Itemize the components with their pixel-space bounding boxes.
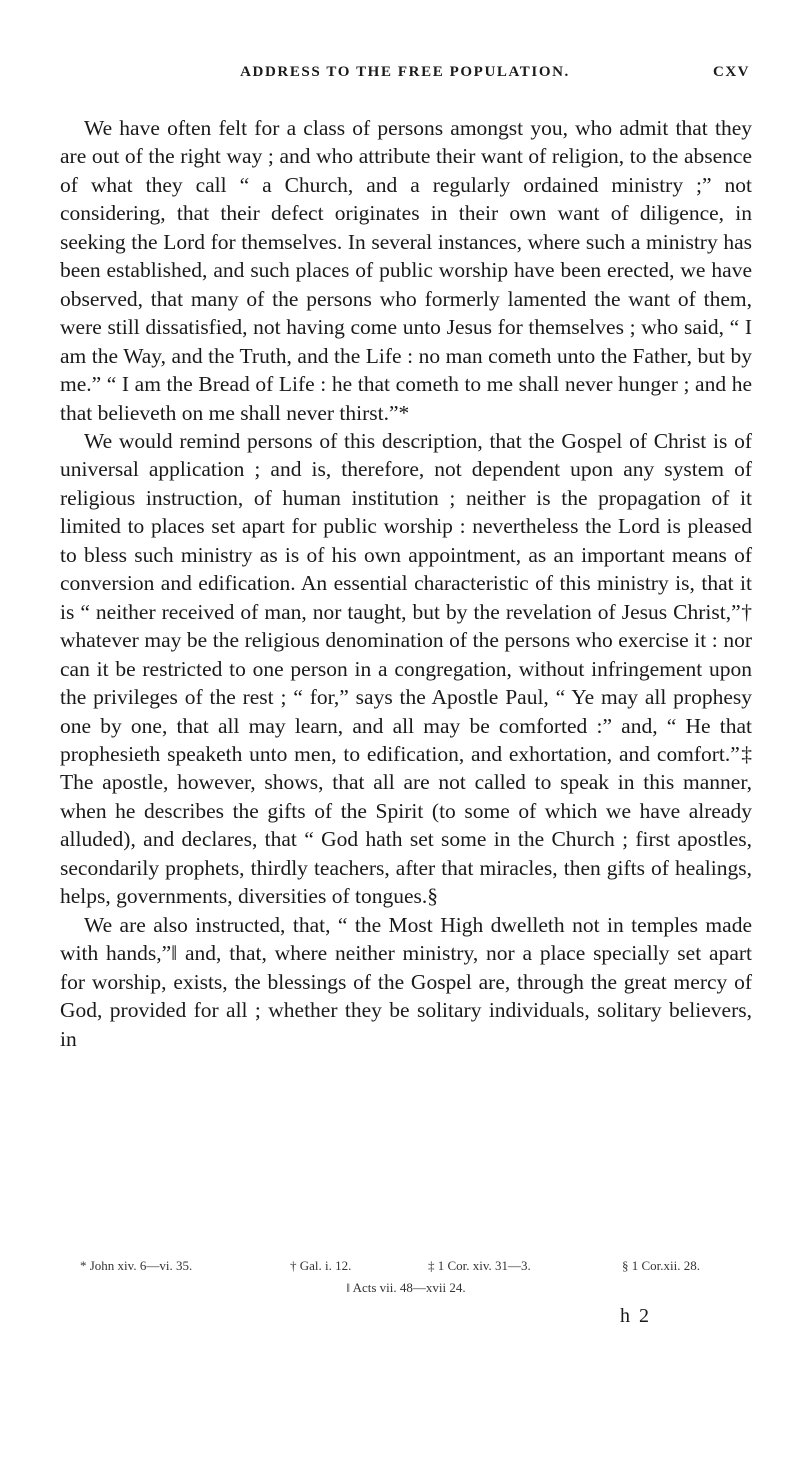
footnote-2: † Gal. i. 12.	[290, 1258, 352, 1273]
page-header	[60, 64, 750, 86]
body-text	[60, 114, 752, 1053]
footnote-3: ‡ 1 Cor. xiv. 31—3.	[428, 1258, 531, 1273]
footnote-1: * John xiv. 6—vi. 35.	[80, 1258, 193, 1273]
paragraph-2: We would remind persons of this description, that the Gospel of Christ is of universal application ; and is, therefore, not dependent upon any system of religious instruction, of human institution ; neither is the propagation of it limited to places set apart for public worship : nevertheless the Lord is pleased to bless such ministry as is of his own appointment, as an important means of conversion and edification. An essential characteristic of this ministry is, that it is “ neither received of man, nor taught, but by the revelation of Jesus Christ,”† whatever may be the religious denomination of the persons who exercise it : nor can it be restricted to one person in a congregation, without infringement upon the privileges of the rest ; “ for,” says the Apostle Paul, “ Ye may all prophesy one by one, that all may learn, and all may be comforted :” and, “ He that prophesieth speaketh unto men, to edification, and exhortation, and comfort.”‡ The apostle, however, shows, that all are not called to speak in this manner, when he describes the gifts of the Spirit (to some of which we have already alluded), and declares, that “ God hath set some in the Church ; first apostles, secondarily prophets, thirdly teachers, after that miracles, then gifts of healings, helps, governments, diversities of tongues.§	[60, 428, 752, 909]
footnotes	[60, 1258, 752, 1302]
paragraph-1: We have often felt for a class of persons amongst you, who admit that they are out of the right way ; and who attribute their want of religion, to the absence of what they call “ a Church, and a regularly ordained ministry ;” not considering, that their defect originates in their own want of diligence, in seeking the Lord for themselves. In several instances, where such a ministry has been established, and such places of public worship have been erected, we have observed, that many of the persons who formerly lamented the want of them, were still dissatisfied, not having come unto Jesus for themselves ; who said, “ I am the Way, and the Truth, and the Life : no man cometh unto the Father, but by me.” “ I am the Bread of Life : he that cometh to me shall never hunger ; and he that believeth on me shall never thirst.”*	[60, 116, 752, 425]
page-number: CXV	[713, 64, 750, 80]
footnote-4: § 1 Cor.xii. 28.	[622, 1258, 701, 1273]
paragraph-3: We are also instructed, that, “ the Most High dwelleth not in temples made with hands,”‖ and, that, where neither ministry, nor a place specially set apart for worship, exists, the blessings of the Gospel are, through the great mercy of God, provided for all ; whether they be solitary individuals, solitary believers, in	[60, 912, 752, 1051]
footnote-5: ‖ Acts vii. 48—xvii 24.	[346, 1280, 466, 1295]
running-title: ADDRESS TO THE FREE POPULATION.	[240, 64, 570, 80]
footnote-row	[60, 1258, 752, 1280]
signature-mark: h 2	[620, 1305, 651, 1327]
